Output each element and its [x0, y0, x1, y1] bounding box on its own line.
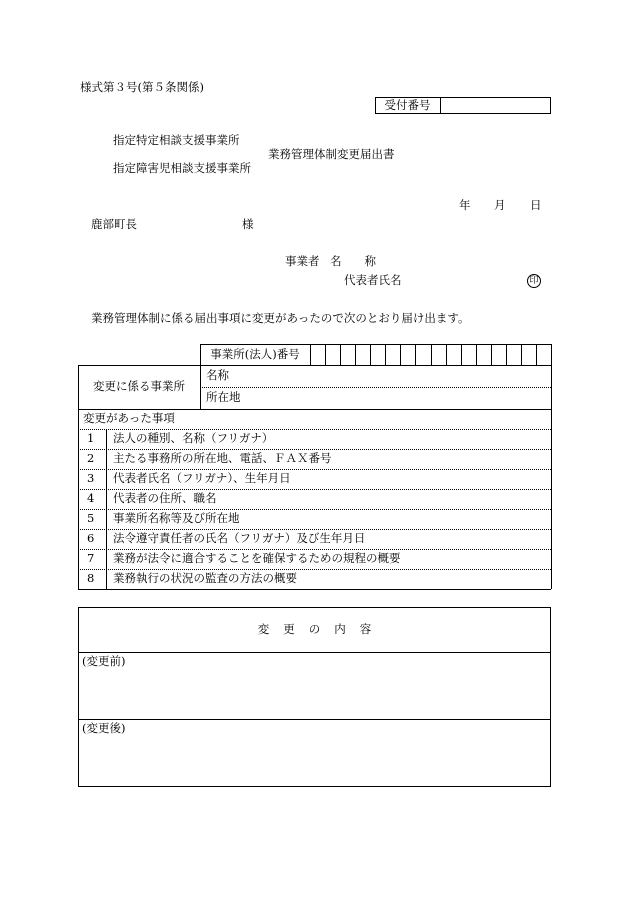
change-content-title: 変更の内容	[257, 621, 386, 636]
office-number-digit-field[interactable]	[325, 344, 340, 365]
item-text: 法人の種別、名称（フリガナ）	[113, 431, 274, 446]
item-text: 主たる事務所の所在地、電話、ＦＡＸ番号	[113, 451, 332, 466]
form-title: 業務管理体制変更届出書	[268, 147, 395, 161]
item-number: 6	[87, 531, 95, 546]
operator-label: 事業者	[285, 254, 320, 268]
office-number-digit-field[interactable]	[461, 344, 476, 365]
office-name-field[interactable]	[250, 365, 548, 387]
before-change-field[interactable]	[84, 674, 546, 716]
office-number-digit-field[interactable]	[536, 344, 551, 365]
item-number: 3	[87, 471, 95, 486]
office-number-digit-field[interactable]	[370, 344, 385, 365]
item-number: 7	[87, 551, 95, 566]
honorific: 様	[242, 217, 254, 231]
reception-number-field[interactable]	[444, 97, 548, 114]
item-number: 8	[87, 571, 95, 586]
date-year-label: 年	[459, 198, 471, 212]
office-number-digit-field[interactable]	[385, 344, 400, 365]
office-number-digit-field[interactable]	[400, 344, 415, 365]
reception-number-label: 受付番号	[384, 97, 431, 112]
item-number: 2	[87, 451, 95, 466]
item-number: 5	[87, 511, 95, 526]
operator-name-label: 名 称	[330, 254, 376, 268]
date-day-label: 日	[530, 198, 542, 212]
changed-items-header: 変更があった事項	[83, 411, 175, 426]
date-month-label: 月	[494, 198, 506, 212]
item-text: 業務が法令に適合することを確保するための規程の概要	[113, 551, 401, 566]
office-type-child: 指定障害児相談支援事業所	[113, 161, 251, 175]
office-number-digit-field[interactable]	[446, 344, 461, 365]
item-text: 事業所名称等及び所在地	[113, 511, 240, 526]
item-text: 法令遵守責任者の氏名（フリガナ）及び生年月日	[113, 531, 366, 546]
office-number-label: 事業所(法人)番号	[210, 346, 300, 361]
addressee: 鹿部町長	[91, 217, 137, 231]
item-number: 1	[87, 431, 95, 446]
changed-office-label: 変更に係る事業所	[93, 379, 185, 394]
after-change-label: (変更後)	[82, 721, 126, 735]
office-number-digit-field[interactable]	[506, 344, 521, 365]
office-name-label: 名称	[206, 368, 229, 383]
item-text: 代表者氏名（フリガナ）、生年月日	[113, 471, 291, 486]
office-number-digit-field[interactable]	[521, 344, 536, 365]
office-number-digit-field[interactable]	[310, 344, 325, 365]
seal-icon: 印	[527, 274, 541, 288]
office-number-digit-field[interactable]	[355, 344, 370, 365]
office-address-label: 所在地	[206, 390, 241, 405]
office-number-digit-field[interactable]	[476, 344, 491, 365]
representative-label: 代表者氏名	[344, 273, 402, 287]
office-address-field[interactable]	[250, 387, 548, 409]
office-type-specific: 指定特定相談支援事業所	[113, 133, 240, 147]
office-number-digit-field[interactable]	[340, 344, 355, 365]
item-number: 4	[87, 491, 95, 506]
declaration-statement: 業務管理体制に係る届出事項に変更があったので次のとおり届け出ます。	[91, 311, 470, 325]
form-number: 様式第３号(第５条関係)	[80, 80, 204, 94]
item-text: 代表者の住所、職名	[113, 491, 217, 506]
office-number-digit-field[interactable]	[415, 344, 430, 365]
after-change-field[interactable]	[84, 741, 546, 784]
before-change-label: (変更前)	[82, 654, 126, 668]
office-number-digit-field[interactable]	[491, 344, 506, 365]
item-text: 業務執行の状況の監査の方法の概要	[113, 571, 297, 586]
office-number-digit-field[interactable]	[431, 344, 446, 365]
